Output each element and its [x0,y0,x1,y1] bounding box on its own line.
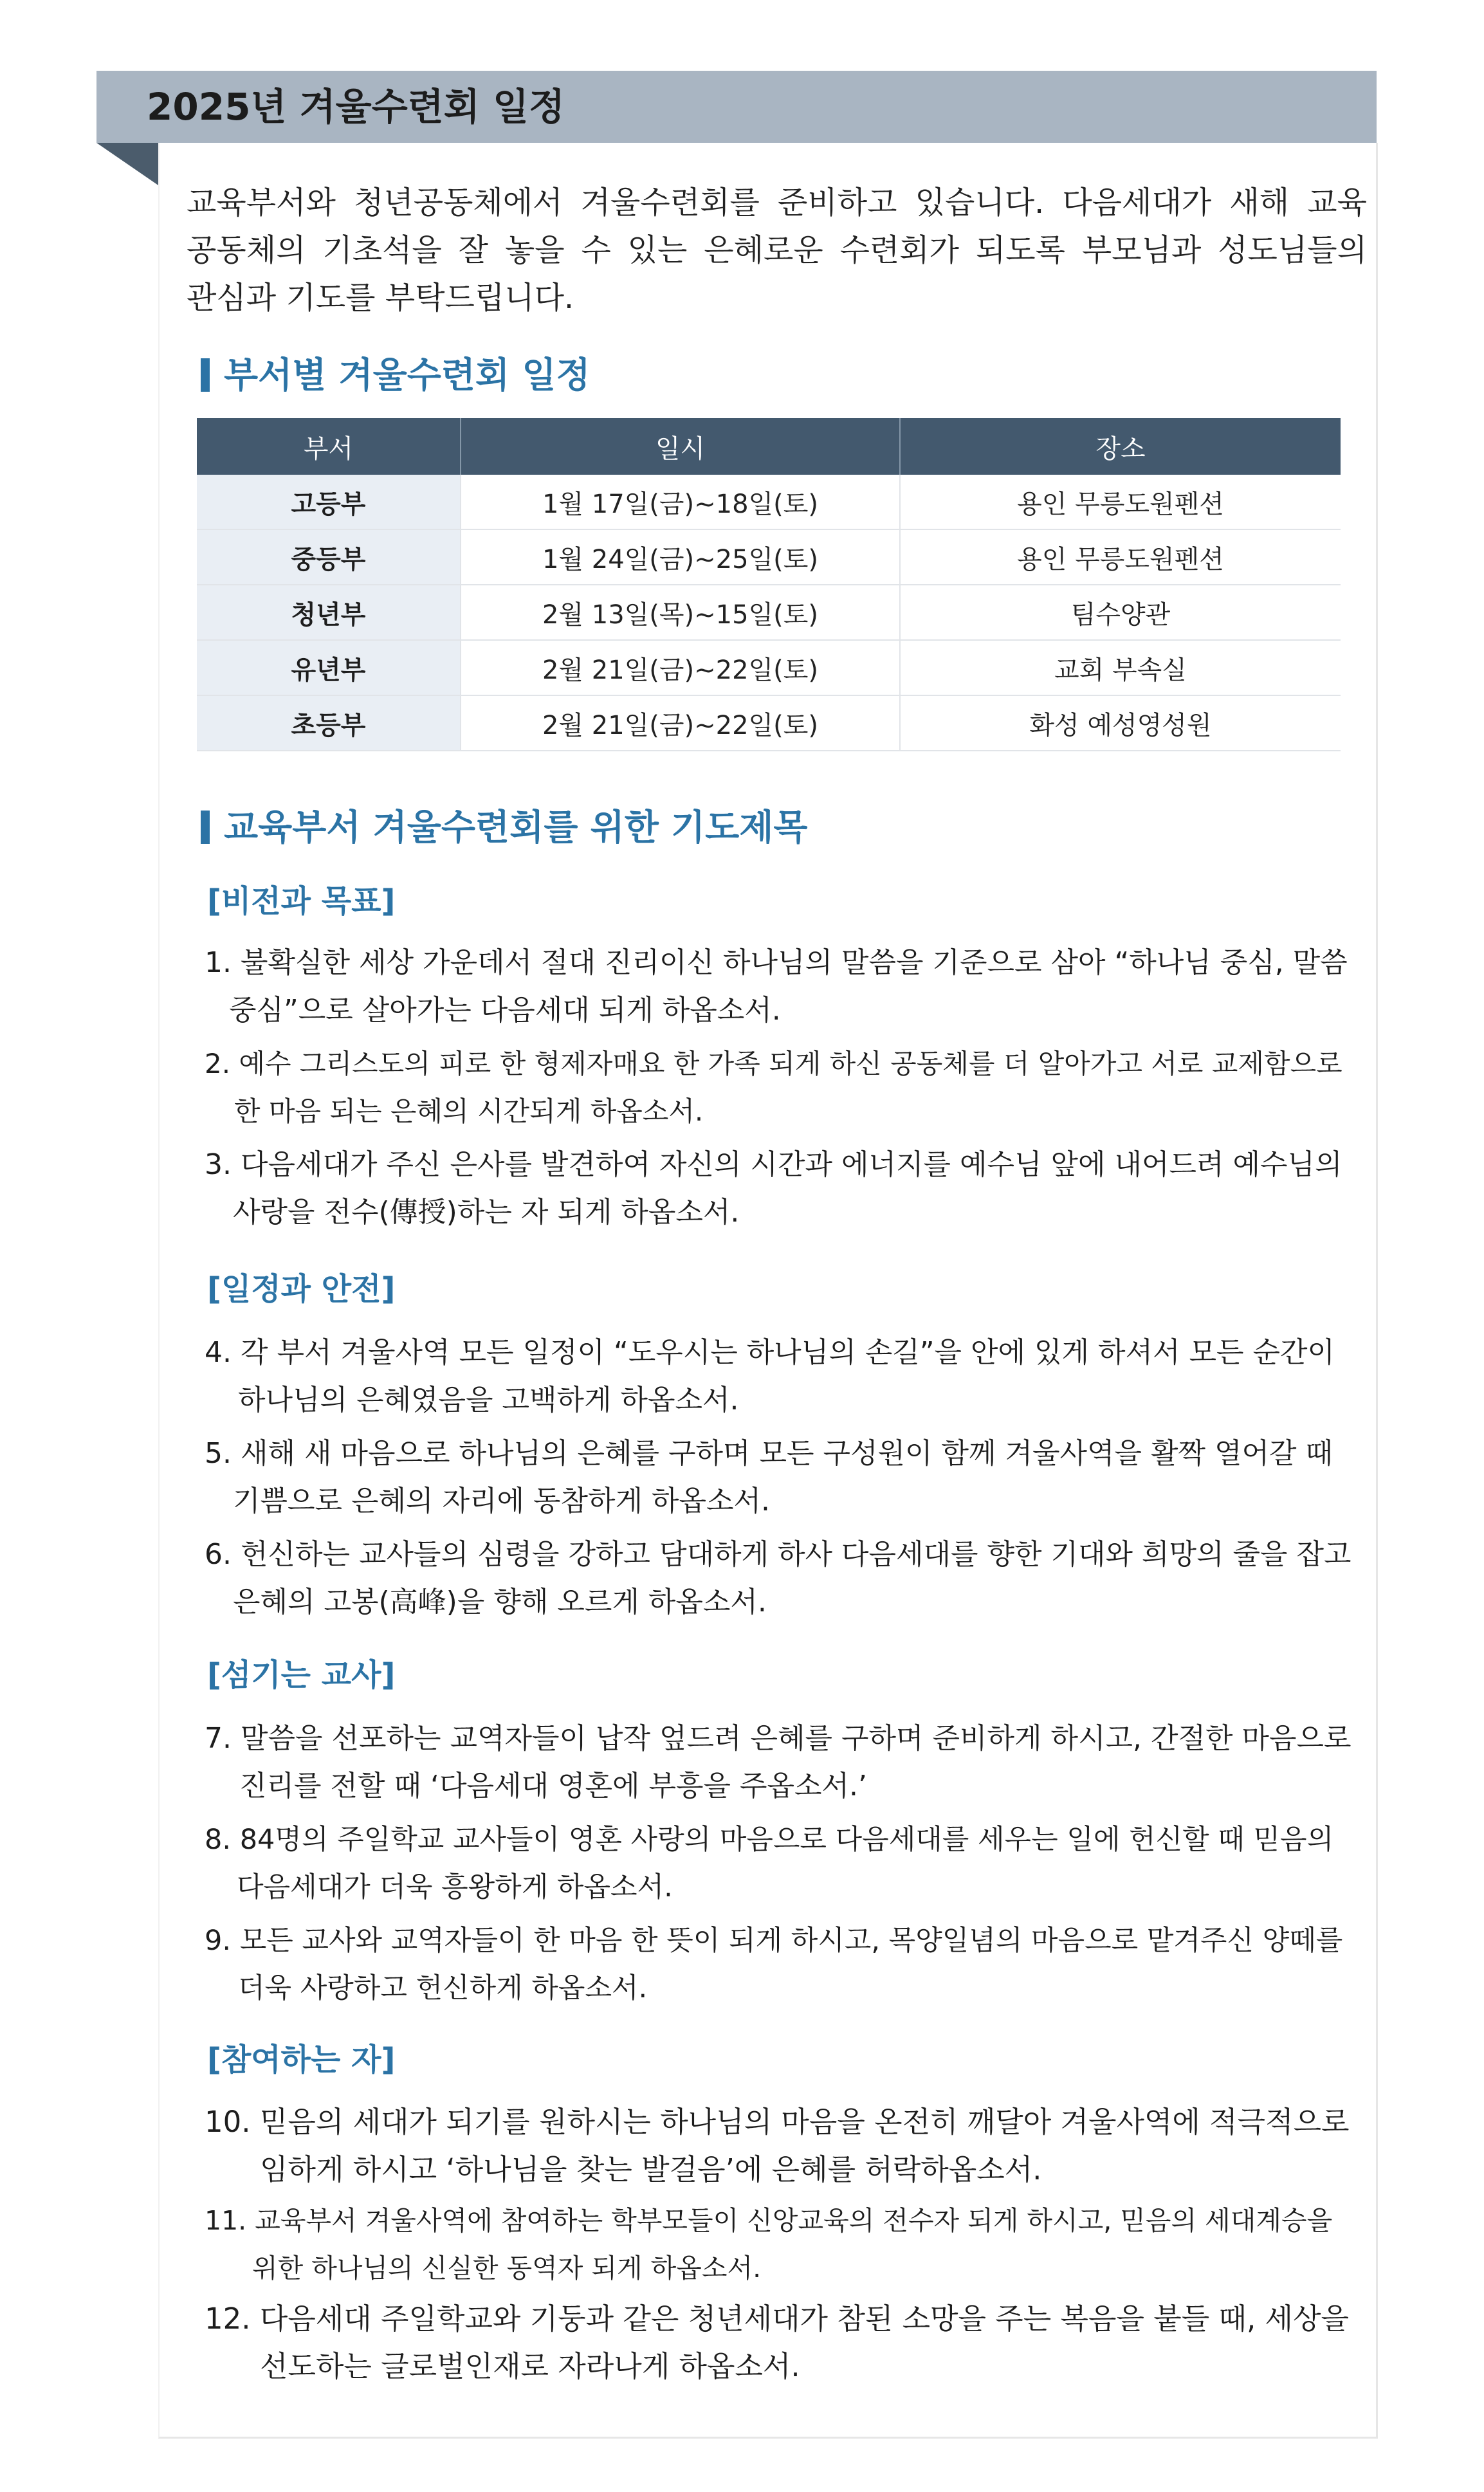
section-marker [201,358,210,392]
table-row [197,475,1341,529]
header-bar [96,71,1377,143]
prayer-item: 9. 모든 교사와 교역자들이 한 마음 한 뜻이 되게 하시고, 목양일념의 마음으로 맡겨주신 양떼를 더욱 사랑하고 헌신하게 하옵소서. [205,1925,1343,2004]
prayer-item: 3. 다음세대가 주신 은사를 발견하여 자신의 시간과 에너지를 예수님 앞에 내어드려 예수님의 사랑을 전수(傳授)하는 자 되게 하옵소서. [205,1148,1342,1229]
prayer-item: 1. 불확실한 세상 가운데서 절대 진리이신 하나님의 말씀을 기준으로 삼아 “하나님 중심, 말씀 중심”으로 살아가는 다음세대 되게 하옵소서. [205,946,1348,1027]
cell-date: 2월 21일(금)~22일(토) [461,640,900,695]
prayer-item: 10. 믿음의 세대가 되기를 원하시는 하나님의 마음을 온전히 깨달아 겨울사역에 적극적으로 임하게 하시고 ‘하나님을 찾는 발걸음’에 은혜를 허락하옵소서. [205,2105,1350,2186]
cell-place: 화성 예성영성원 [900,695,1341,751]
prayer-item: 5. 새해 새 마음으로 하나님의 은혜를 구하며 모든 구성원이 함께 겨울사역을 활짝 열어갈 때 기쁨으로 은혜의 자리에 동참하게 하옵소서. [205,1437,1333,1517]
column-header-dept: 부서 [197,418,461,475]
category-label: [섬기는 교사] [207,1657,396,1693]
page-title: 2025년 겨울수련회 일정 [147,85,565,129]
table-row [197,585,1341,640]
header-fold-decoration [96,143,158,185]
prayer-item: 7. 말씀을 선포하는 교역자들이 납작 엎드려 은혜를 구하며 준비하게 하시고, 간절한 마음으로 진리를 전할 때 ‘다음세대 영혼에 부흥을 주옵소서.’ [205,1722,1351,1802]
schedule-section-title [201,352,591,398]
column-header-place: 장소 [900,418,1341,475]
section-marker [201,811,210,844]
prayer-item: 6. 헌신하는 교사들의 심령을 강하고 담대하게 하사 다음세대를 향한 기대와 희망의 줄을 잡고 은혜의 고봉(高峰)을 향해 오르게 하옵소서. [205,1538,1351,1618]
cell-place: 용인 무릉도원펜션 [900,529,1341,585]
cell-dept: 고등부 [197,475,461,529]
category-label: [참여하는 자] [207,2042,396,2078]
cell-date: 1월 24일(금)~25일(토) [461,529,900,585]
cell-date: 2월 21일(금)~22일(토) [461,695,900,751]
cell-date: 2월 13일(목)~15일(토) [461,585,900,640]
cell-dept: 초등부 [197,695,461,751]
schedule-table [197,418,1341,751]
prayer-item: 2. 예수 그리스도의 피로 한 형제자매요 한 가족 되게 하신 공동체를 더 알아가고 서로 교제함으로 한 마음 되는 은혜의 시간되게 하옵소서. [205,1048,1342,1127]
intro-line: 관심과 기도를 부탁드립니다. [187,280,574,316]
cell-dept: 중등부 [197,529,461,585]
cell-date: 1월 17일(금)~18일(토) [461,475,900,529]
section-title-text: 교육부서 겨울수련회를 위한 기도제목 [224,807,808,848]
cell-dept: 청년부 [197,585,461,640]
category-label: [일정과 안전] [207,1271,396,1307]
intro-paragraph [187,179,1367,322]
cell-place: 교회 부속실 [900,640,1341,695]
category-label: [비전과 목표] [207,883,396,919]
prayer-item: 4. 각 부서 겨울사역 모든 일정이 “도우시는 하나님의 손길”을 안에 있게 하셔서 모든 순간이 하나님의 은혜였음을 고백하게 하옵소서. [205,1336,1335,1416]
prayer-item: 8. 84명의 주일학교 교사들이 영혼 사랑의 마음으로 다음세대를 세우는 일에 헌신할 때 믿음의 다음세대가 더욱 흥왕하게 하옵소서. [205,1824,1334,1903]
section-title-text: 부서별 겨울수련회 일정 [224,354,591,396]
intro-line: 교육부서와 청년공동체에서 겨울수련회를 준비하고 있습니다. 다음세대가 새해 교육 [187,185,1367,221]
intro-line: 공동체의 기초석을 잘 놓을 수 있는 은혜로운 수련회가 되도록 부모님과 성도님들의 [187,232,1367,268]
column-header-date: 일시 [461,418,900,475]
table-row [197,529,1341,585]
cell-dept: 유년부 [197,640,461,695]
prayer-section-title [201,804,808,850]
table-header-row [197,418,1341,475]
table-row [197,695,1341,751]
prayer-item: 11. 교육부서 겨울사역에 참여하는 학부모들이 신앙교육의 전수자 되게 하시고, 믿음의 세대계승을 위한 하나님의 신실한 동역자 되게 하옵소서. [205,2205,1333,2284]
cell-place: 팀수양관 [900,585,1341,640]
prayer-item: 12. 다음세대 주일학교와 기둥과 같은 청년세대가 참된 소망을 주는 복음을 붙들 때, 세상을 선도하는 글로벌인재로 자라나게 하옵소서. [205,2302,1349,2383]
cell-place: 용인 무릉도원펜션 [900,475,1341,529]
table-row [197,640,1341,695]
